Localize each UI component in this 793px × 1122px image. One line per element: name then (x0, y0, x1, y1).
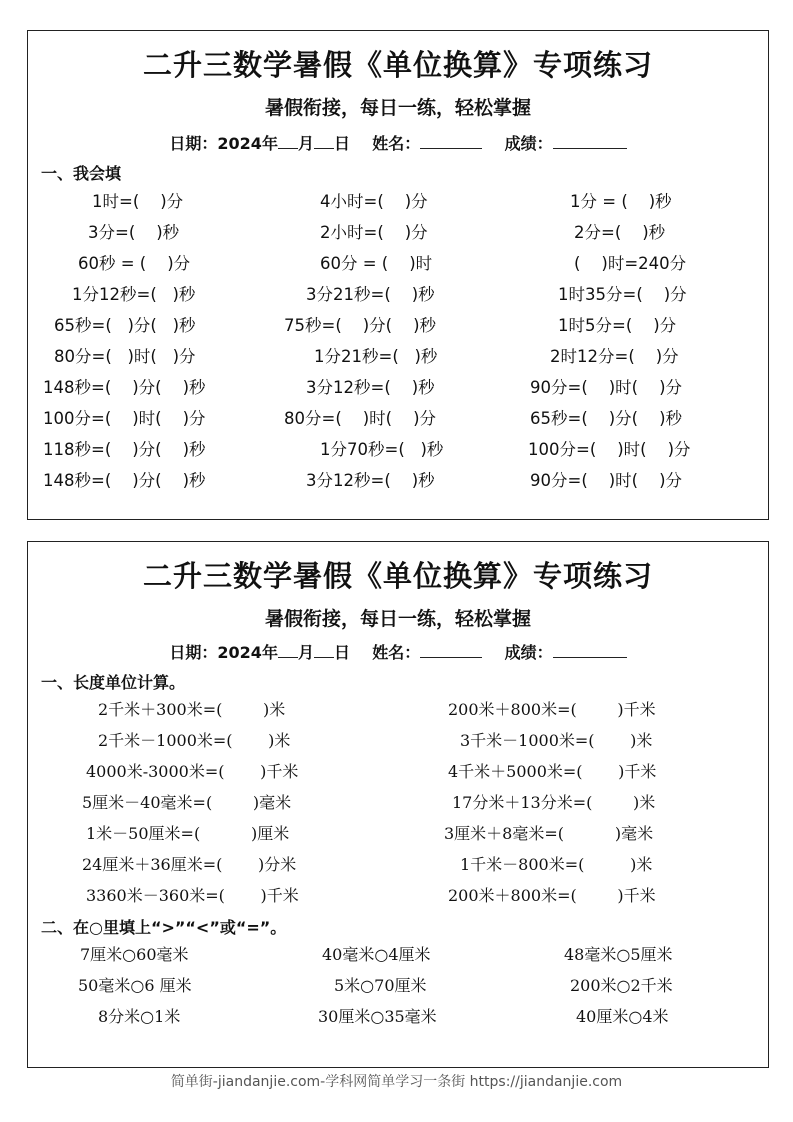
sheet2-length-row (28, 790, 768, 816)
sheet2-length-row (28, 852, 768, 878)
worksheet-length-conversion (27, 541, 769, 1068)
sheet1-title: 二升三数学暑假《单位换算》专项练习 (142, 48, 653, 82)
name-blank[interactable] (420, 641, 482, 658)
day-label: 日 (333, 134, 350, 153)
exercise-item: 5厘米－40毫米=( )毫米 (82, 793, 292, 812)
score-label: 成绩： (504, 134, 553, 153)
exercise-item: 1分70秒=( )秒 (320, 440, 444, 459)
exercise-item: 2小时=( )分 (320, 223, 428, 242)
compare-item: 7厘米○60毫米 (80, 945, 189, 964)
sheet2-section1-heading: 一、长度单位计算。 (41, 673, 186, 692)
exercise-item: 17分米＋13分米=( )米 (452, 793, 656, 812)
name-blank[interactable] (420, 132, 482, 149)
exercise-item: 1米－50厘米=( )厘米 (86, 824, 290, 843)
month-blank[interactable] (278, 132, 298, 149)
sheet2-section2-heading: 二、在○里填上“>”“<”或“=”。 (41, 918, 287, 937)
exercise-item: 1时5分=( )分 (558, 316, 677, 335)
compare-item: 40厘米○4米 (576, 1007, 669, 1026)
compare-item: 48毫米○5厘米 (564, 945, 673, 964)
exercise-item: 3千米－1000米=( )米 (460, 731, 653, 750)
exercise-item: 75秒=( )分( )秒 (284, 316, 437, 335)
sheet1-subtitle: 暑假衔接，每日一练，轻松掌握 (264, 97, 531, 119)
exercise-item: 2分=( )秒 (574, 223, 666, 242)
exercise-item: 65秒=( )分( )秒 (530, 409, 683, 428)
sheet1-row (28, 437, 768, 463)
sheet2-length-row (28, 697, 768, 723)
exercise-item: 148秒=( )分( )秒 (43, 378, 206, 397)
exercise-item: 24厘米＋36厘米=( )分米 (82, 855, 297, 874)
sheet2-compare-row (28, 973, 768, 999)
exercise-item: 90分=( )时( )分 (530, 471, 683, 490)
score-blank[interactable] (553, 132, 627, 149)
exercise-item: 1分21秒=( )秒 (314, 347, 438, 366)
exercise-item: 100分=( )时( )分 (43, 409, 206, 428)
sheet1-section-heading: 一、我会填 (41, 164, 122, 183)
exercise-item: 1分 = ( )秒 (570, 192, 672, 211)
compare-item: 40毫米○4厘米 (322, 945, 431, 964)
exercise-item: 4千米＋5000米=( )千米 (448, 762, 657, 781)
exercise-item: 60秒 = ( )分 (78, 254, 191, 273)
month-label: 月 (297, 643, 314, 662)
exercise-item: 100分=( )时( )分 (528, 440, 691, 459)
exercise-item: 3厘米＋8毫米=( )毫米 (444, 824, 654, 843)
exercise-item: 1时35分=( )分 (558, 285, 687, 304)
exercise-item: 118秒=( )分( )秒 (43, 440, 206, 459)
exercise-item: 1千米－800米=( )米 (460, 855, 653, 874)
exercise-item: 65秒=( )分( )秒 (54, 316, 196, 335)
month-blank[interactable] (278, 641, 298, 658)
sheet2-title: 二升三数学暑假《单位换算》专项练习 (142, 559, 653, 593)
exercise-item: 3分21秒=( )秒 (306, 285, 435, 304)
month-label: 月 (297, 134, 314, 153)
sheet2-info-line (28, 640, 768, 663)
compare-item: 200米○2千米 (570, 976, 673, 995)
day-blank[interactable] (314, 132, 334, 149)
exercise-item: 200米＋800米=( )千米 (448, 700, 656, 719)
exercise-item: 3分=( )秒 (88, 223, 180, 242)
exercise-item: 80分=( )时( )分 (284, 409, 437, 428)
exercise-item: 1分12秒=( )秒 (72, 285, 196, 304)
worksheet-time-conversion (27, 30, 769, 520)
exercise-item: 2千米－1000米=( )米 (98, 731, 291, 750)
sheet1-row (28, 344, 768, 370)
exercise-item: 3分12秒=( )秒 (306, 378, 435, 397)
exercise-item: 2时12分=( )分 (550, 347, 679, 366)
sheet2-length-row (28, 759, 768, 785)
compare-item: 50毫米○6 厘米 (78, 976, 192, 995)
sheet1-info-line (28, 131, 768, 154)
score-blank[interactable] (553, 641, 627, 658)
sheet2-length-row (28, 821, 768, 847)
date-label: 日期：2024年 (169, 643, 278, 662)
sheet2-length-row (28, 883, 768, 909)
exercise-item: 4000米-3000米=( )千米 (86, 762, 299, 781)
sheet2-compare-row (28, 1004, 768, 1030)
exercise-item: 3分12秒=( )秒 (306, 471, 435, 490)
score-label: 成绩： (504, 643, 553, 662)
exercise-item: ( )时=240分 (574, 254, 687, 273)
exercise-item: 80分=( )时( )分 (54, 347, 196, 366)
compare-item: 30厘米○35毫米 (318, 1007, 437, 1026)
exercise-item: 60分 = ( )时 (320, 254, 433, 273)
compare-item: 5米○70厘米 (334, 976, 427, 995)
sheet1-row (28, 189, 768, 215)
exercise-item: 4小时=( )分 (320, 192, 428, 211)
name-label: 姓名： (372, 643, 421, 662)
exercise-item: 90分=( )时( )分 (530, 378, 683, 397)
sheet1-row (28, 251, 768, 277)
day-label: 日 (333, 643, 350, 662)
sheet2-length-row (28, 728, 768, 754)
sheet2-compare-row (28, 942, 768, 968)
exercise-item: 1时=( )分 (92, 192, 184, 211)
sheet1-row (28, 468, 768, 494)
exercise-item: 3360米－360米=( )千米 (86, 886, 299, 905)
footer-watermark: 简单街-jiandanjie.com-学科网简单学习一条街 https://jiandanjie.com (170, 1074, 623, 1090)
name-label: 姓名： (372, 134, 421, 153)
sheet1-row (28, 220, 768, 246)
day-blank[interactable] (314, 641, 334, 658)
exercise-item: 200米＋800米=( )千米 (448, 886, 656, 905)
sheet1-row (28, 375, 768, 401)
sheet2-subtitle: 暑假衔接，每日一练，轻松掌握 (264, 608, 531, 630)
exercise-item: 2千米＋300米=( )米 (98, 700, 286, 719)
compare-item: 8分米○1米 (98, 1007, 181, 1026)
exercise-item: 148秒=( )分( )秒 (43, 471, 206, 490)
date-label: 日期：2024年 (169, 134, 278, 153)
sheet1-row (28, 406, 768, 432)
sheet1-row (28, 313, 768, 339)
sheet1-row (28, 282, 768, 308)
